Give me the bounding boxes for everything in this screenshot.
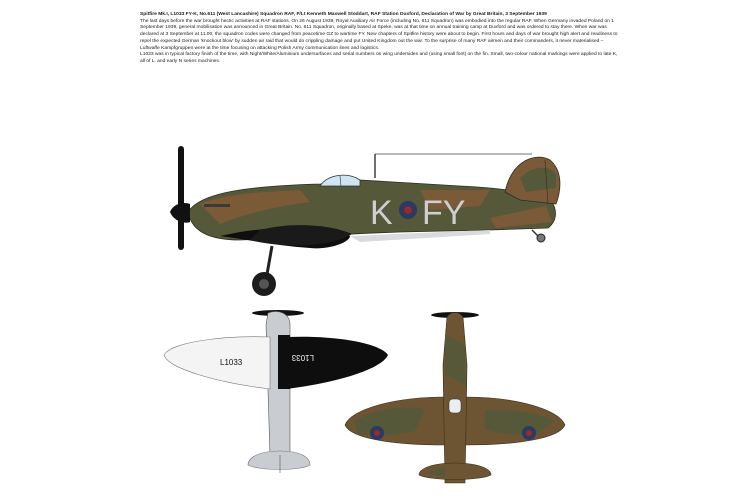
underside-fuselage-night <box>278 335 290 389</box>
squadron-code-right: FY <box>422 194 466 232</box>
side-profile <box>160 140 570 300</box>
top-tailplane <box>419 463 491 480</box>
exhaust-stacks <box>204 204 230 207</box>
caption <box>140 12 620 66</box>
caption-paragraph-2: L1033 was in typical factory finish of the time, with Night/White/Aluminium undersurfaces and serial numbers on wing undersides and (using small font) on the fin. Small, two-colour national markings were applied to late K, all of L. and early N series machines. <box>140 52 618 64</box>
propeller-blade-bottom <box>178 218 184 250</box>
underside-tailplane <box>248 451 310 470</box>
serial-underside-starboard: L1033 <box>291 353 314 362</box>
propeller-blade-top <box>178 146 184 208</box>
fuselage-roundel-centre <box>404 206 412 214</box>
top-view <box>335 305 575 495</box>
underside-wing-white <box>164 337 270 389</box>
caption-paragraph-1: The last days before the war brought hectic activities at RAF stations. On 26 August 1939, Royal Auxiliary Air Force (including No. 611 Squadron) was embodied into the regular RAF. When Germany invaded Poland on 1 September 1939, general mobilisation was announced in Great Britain. No. 611 Squadron, originally based at Speke, was at that time on annual training camp at Duxford and was ordered to stay there. When war was declared at 3 September at 11.00, the squadron codes were changed from peacetime GZ to wartime FY. New chapters of Spitfire history were about to begin. First hours and days of war brought high alert and readiness to repel the expected German 'knockout blow' by sudden air raid that would do crippling damage and put United Kingdom out the war. To the surprise of many RAF airmen and their commanders, it never materialised – Luftwaffe Kampfgruppen were at the time focusing on attacking Polish Army communication lines and logistics. <box>140 18 618 51</box>
top-roundel-port-centre <box>374 430 380 436</box>
caption-title: Spitfire Mk.I, L1033 FY-K, No.611 (West Lancashire) Squadron RAF, F/Lt Kenneth Maxwell Stoddart, RAF Station Duxford, Declaration of War by Great Britain, 3 September 1939 <box>140 12 547 17</box>
serial-underside-port: L1033 <box>220 358 243 367</box>
squadron-code-left: K <box>370 194 393 232</box>
top-canopy <box>449 399 461 413</box>
tailwheel <box>537 234 545 242</box>
main-wheel-hub <box>259 279 269 289</box>
top-roundel-starboard-centre <box>526 430 532 436</box>
